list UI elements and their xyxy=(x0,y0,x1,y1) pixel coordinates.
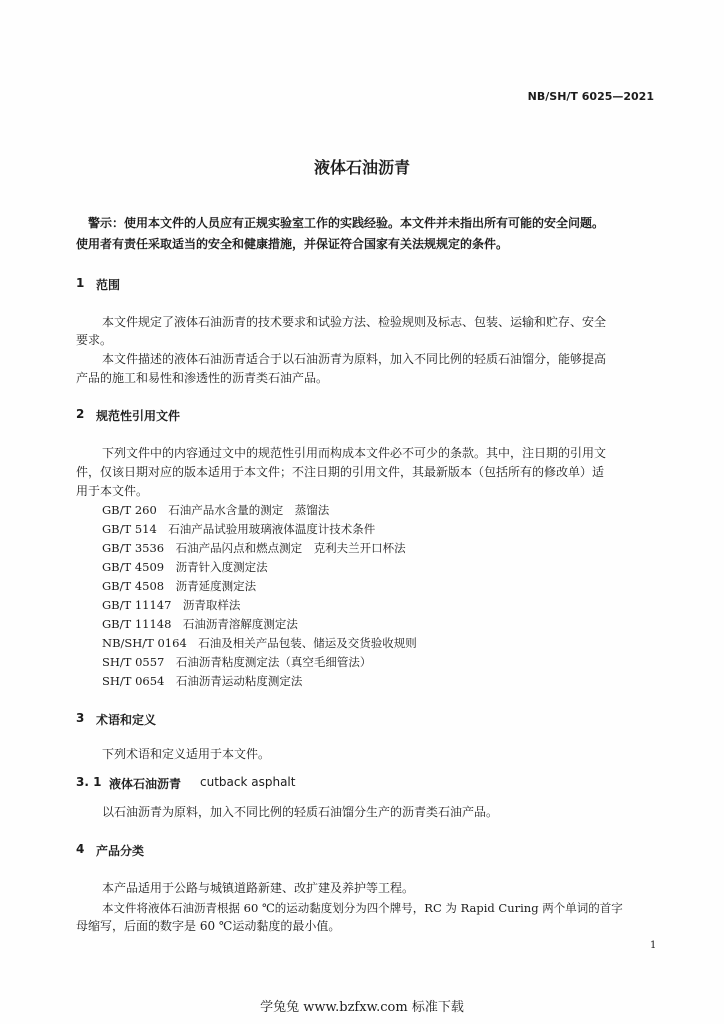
reference-item: NB/SH/T 0164 石油及相关产品包装、储运及交货验收规则 xyxy=(102,636,417,650)
reference-item: GB/T 3536 石油产品闪点和燃点测定 克利夫兰开口杯法 xyxy=(102,541,406,555)
section-4-para-2-line-1: 本文件将液体石油沥青根据 60 ℃的运动黏度划分为四个牌号，RC 为 Rapid Curing 两个单词的首字 xyxy=(102,901,623,915)
section-3-number: 3 xyxy=(76,711,85,725)
section-4-number: 4 xyxy=(76,842,85,856)
warning-line-1: 警示：使用本文件的人员应有正规实验室工作的实践经验。本文件并未指出所有可能的安全问题。 xyxy=(88,216,605,230)
reference-item: GB/T 4508 沥青延度测定法 xyxy=(102,579,257,593)
section-3-intro: 下列术语和定义适用于本文件。 xyxy=(102,747,271,761)
reference-item: GB/T 11147 沥青取样法 xyxy=(102,598,241,612)
warning-line-2: 使用者有责任采取适当的安全和健康措施，并保证符合国家有关法规规定的条件。 xyxy=(76,237,509,251)
section-4-para-2-line-2: 母缩写，后面的数字是 60 ℃运动黏度的最小值。 xyxy=(76,919,341,933)
section-1-para-1-line-2: 要求。 xyxy=(76,333,113,347)
footer-watermark[interactable]: 学兔兔 www.bzfxw.com 标准下载 xyxy=(260,1000,464,1015)
section-1-para-2-line-2: 产品的施工和易性和渗透性的沥青类石油产品。 xyxy=(76,371,329,385)
term-definition: 以石油沥青为原料，加入不同比例的轻质石油馏分生产的沥青类石油产品。 xyxy=(102,805,499,819)
section-2-intro-line-1: 下列文件中的内容通过文中的规范性引用而构成本文件必不可少的条款。其中，注日期的引用文 xyxy=(102,446,607,460)
section-1-title: 范围 xyxy=(96,278,121,292)
reference-item: GB/T 11148 石油沥青溶解度测定法 xyxy=(102,617,298,631)
page-number: 1 xyxy=(650,940,657,951)
term-chinese: 液体石油沥青 xyxy=(109,777,182,791)
section-4-title: 产品分类 xyxy=(96,844,145,858)
reference-item: GB/T 514 石油产品试验用玻璃液体温度计技术条件 xyxy=(102,522,376,536)
section-1-para-1-line-1: 本文件规定了液体石油沥青的技术要求和试验方法、检验规则及标志、包装、运输和贮存、安全 xyxy=(102,315,607,329)
standard-code: NB/SH/T 6025—2021 xyxy=(527,90,654,103)
section-2-number: 2 xyxy=(76,407,85,421)
reference-item: GB/T 4509 沥青针入度测定法 xyxy=(102,560,268,574)
section-1-para-2-line-1: 本文件描述的液体石油沥青适合于以石油沥青为原料，加入不同比例的轻质石油馏分，能够提高 xyxy=(102,352,607,366)
section-2-intro-line-3: 用于本文件。 xyxy=(76,484,149,498)
section-3-title: 术语和定义 xyxy=(96,713,157,727)
section-4-para-1: 本产品适用于公路与城镇道路新建、改扩建及养护等工程。 xyxy=(102,881,415,895)
term-english: cutback asphalt xyxy=(200,775,296,789)
term-number: 3. 1 xyxy=(76,775,102,789)
reference-item: SH/T 0654 石油沥青运动粘度测定法 xyxy=(102,674,303,688)
section-1-number: 1 xyxy=(76,276,85,290)
section-2-intro-line-2: 件，仅该日期对应的版本适用于本文件；不注日期的引用文件，其最新版本（包括所有的修改单）适 xyxy=(76,465,605,479)
section-2-title: 规范性引用文件 xyxy=(96,409,181,423)
reference-item: SH/T 0557 石油沥青粘度测定法（真空毛细管法） xyxy=(102,655,372,669)
document-title: 液体石油沥青 xyxy=(313,158,410,177)
reference-item: GB/T 260 石油产品水含量的测定 蒸馏法 xyxy=(102,503,330,517)
